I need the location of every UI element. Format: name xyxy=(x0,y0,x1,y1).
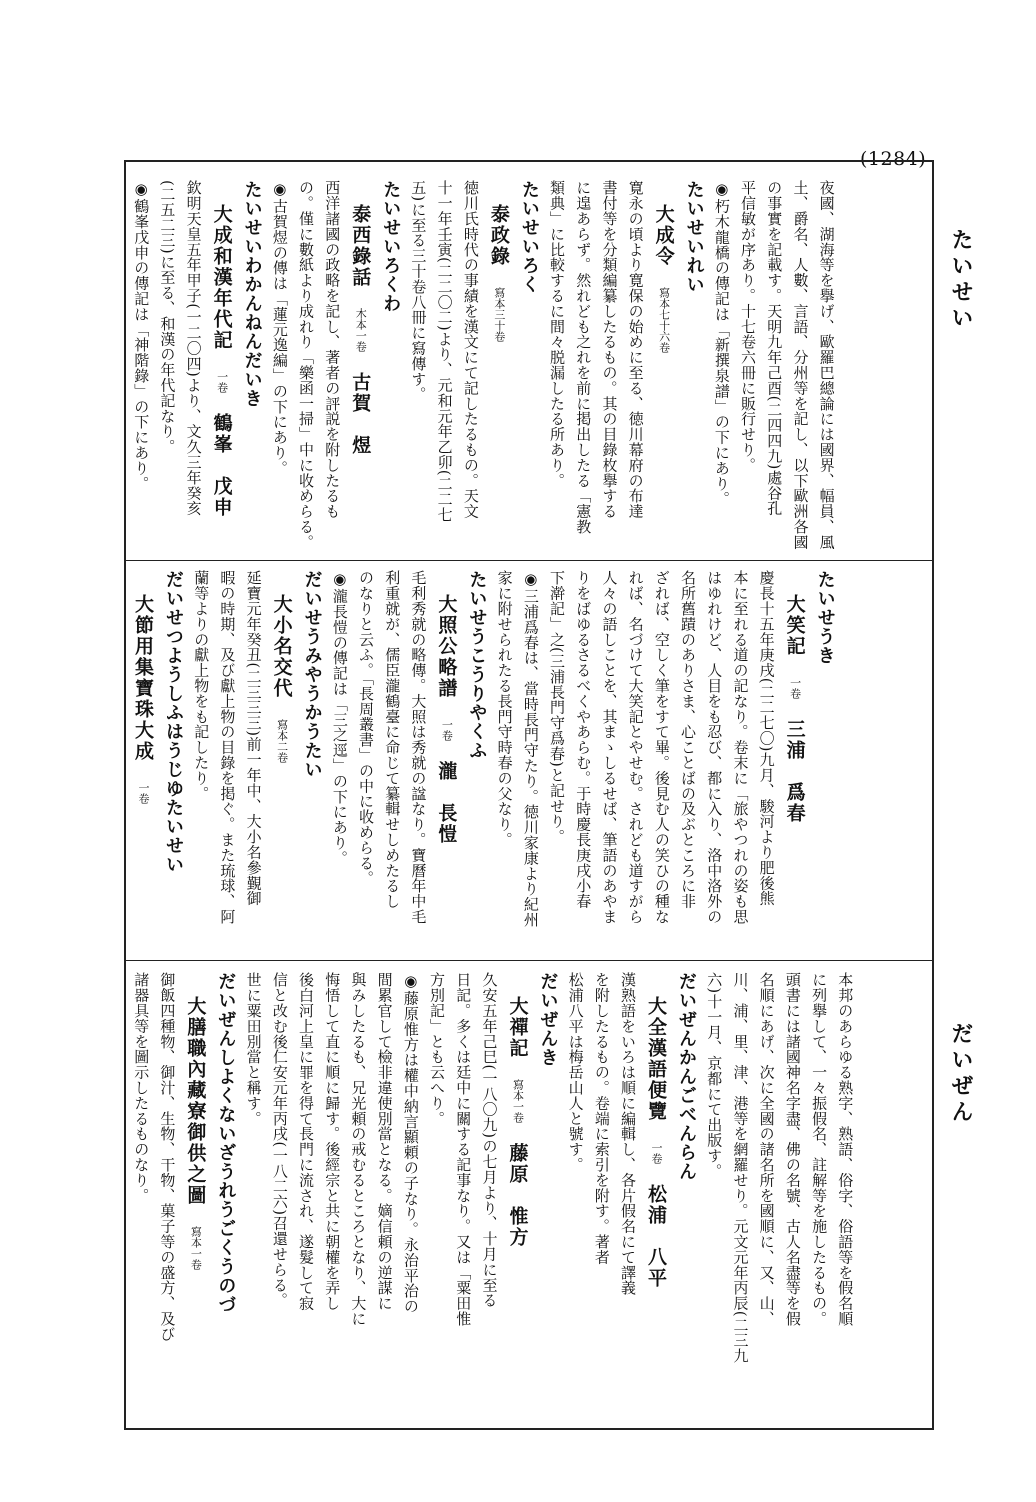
manuscript-label: 寫本 xyxy=(189,1226,203,1248)
text-line: 土、爵名、人數、言語、分州等を記し、以下歐洲各國 xyxy=(791,180,810,550)
entry-title-text: 大禪記 xyxy=(506,996,529,1059)
text-line: 人々の語しことを、其まゝしるせば、筆語のあやま xyxy=(600,570,619,925)
text-line: ◉藤原惟方は權中納言顯頼の子なり。永治平治の xyxy=(401,972,420,1314)
entry-author: 瀧 長愷 xyxy=(435,761,458,845)
text-line: 利重就が、儒臣瀧鶴臺に命じて纂輯せしめたるし xyxy=(383,570,402,909)
text-line: 寛永の頃より寛保の始めに至る、徳川幕府の布達 xyxy=(626,180,645,519)
entry-author: 三浦 爲春 xyxy=(783,719,806,824)
volume-count: 一卷 xyxy=(511,1101,525,1123)
entry-keyword: たいせうき xyxy=(814,570,836,665)
entry-author: 藤原 惟方 xyxy=(506,1143,529,1248)
running-header-bottom: だいぜん xyxy=(948,1022,973,1126)
text-line: 平信敏が序あり。十七卷六冊に販行せり。 xyxy=(739,180,758,473)
text-line: の。僅に數紙より成れり「樂函一掃」中に收めらる。 xyxy=(297,180,316,550)
entry-title xyxy=(641,972,671,1367)
manuscript-label: 木本 xyxy=(354,308,368,330)
text-line: の事實を記載す。天明九年己酉(二四四九)處谷孔 xyxy=(765,180,784,516)
text-line: ◉鶴峯戊申の傳記は「神階錄」の下にあり。 xyxy=(132,180,151,491)
entry-title-text: 泰政錄 xyxy=(487,204,510,267)
text-line: 六)十一月、京都にて出版す。 xyxy=(705,972,724,1179)
text-line: ◉古賀煜の傳は「蓮元逸編」の下にあり。 xyxy=(270,180,289,476)
text-line: 松浦八平は梅岳山人と號す。 xyxy=(566,972,585,1173)
text-line: 西洋諸國の政略を記し、著者の評説を附したるも xyxy=(323,180,342,519)
volume-count: 三十卷 xyxy=(492,309,506,342)
entry-keyword: たいせいろく xyxy=(518,180,540,294)
text-line: りをばゆるさるべくやあらむ。于時慶長庚戌小春 xyxy=(574,570,593,909)
text-line: 欽明天皇五年甲子(一二〇四)より、文久三年癸亥 xyxy=(184,180,203,516)
text-line: 延寶元年癸丑(二三三三)前一年中、大小名參覲御 xyxy=(244,570,263,906)
entry-title-text: 大照公略譜 xyxy=(435,594,458,699)
text-line: れば、名づけて大笑記とやせむ。されども道すがら xyxy=(626,570,645,925)
entry-keyword: たいせうこうりやくふ xyxy=(466,570,488,760)
text-line: ◉朽木龍橋の傳記は「新撰泉譜」の下にあり。 xyxy=(712,180,731,507)
text-line: ざれば、空しく筆をすて畢。後見む人の笑ひの種な xyxy=(652,570,671,925)
volume-count: 七十六卷 xyxy=(657,309,671,353)
entry-keyword: たいせいわかんねんだいき xyxy=(241,180,263,408)
text-line: 川、浦、里、津、港等を網羅せり。元文元年丙辰(二三九 xyxy=(731,972,750,1364)
text-line: 信と改む後仁安元年丙戌(一八二六)召還せらる。 xyxy=(270,972,289,1308)
text-line: 久安五年己巳(一八〇九)の七月より、十月に至る xyxy=(480,972,499,1308)
manuscript-label: 寫本 xyxy=(492,287,506,309)
entry-keyword: だいせうみやうかうたい xyxy=(301,570,323,779)
entry-keyword: だいぜんかんごべんらん xyxy=(676,972,698,1181)
entry-title xyxy=(502,972,532,1367)
text-line: 名順にあげ、次に全國の諸名所を國順に、又、山、 xyxy=(757,972,776,1327)
volume-count: 一卷 xyxy=(215,371,229,393)
entry-title xyxy=(180,972,210,1367)
entry-title-text: 大成令 xyxy=(652,204,675,267)
text-line: を附したるもの。卷端に索引を附す。著者 xyxy=(592,972,611,1265)
text-line: 十一年壬寅(二二〇二)より、元和元年乙卯(二二七 xyxy=(435,180,454,523)
text-line: 下澣記」之(三浦長門守爲春)と記せり。 xyxy=(548,570,567,845)
entry-title xyxy=(649,180,679,575)
text-line: 與みしたるも、兄光頼の戒むるところとなり、大に xyxy=(349,972,368,1327)
entry-author: 松浦 八平 xyxy=(645,1184,668,1289)
band-bottom xyxy=(128,972,930,1367)
running-header-top: たいせい xyxy=(948,228,973,332)
text-line: 世に粟田別當と稱す。 xyxy=(244,972,263,1126)
entry-title-text: 大成和漢年代記 xyxy=(210,204,233,351)
band-middle xyxy=(128,570,930,965)
entry-title xyxy=(431,570,461,965)
text-line: 漢熟語をいろは順に編輯し、各片假名にて譯義 xyxy=(619,972,638,1296)
volume-count: 一卷 xyxy=(354,330,368,352)
entry-title-text: 大節用集寶珠大成 xyxy=(132,594,154,762)
text-line: 悔悟して直に順に歸す。後經宗と共に朝權を弄し xyxy=(323,972,342,1311)
text-line: 御飯四種物、御汁、生物、干物、菓子等の盛方、及び xyxy=(158,972,177,1342)
text-line: 諸器具等を圖示したるものなり。 xyxy=(132,972,151,1203)
entry-author: 鶴峯 戊申 xyxy=(210,413,233,518)
manuscript-label: 寫本 xyxy=(275,719,289,741)
volume-count: 一卷 xyxy=(137,782,150,804)
text-line: 日記。多くは廷中に關する記事なり。又は「粟田惟 xyxy=(454,972,473,1327)
text-line: のなりと云ふ。「長周叢書」の中に收めらる。 xyxy=(357,570,376,886)
volume-count: 一卷 xyxy=(440,719,454,741)
manuscript-label: 寫本 xyxy=(511,1079,525,1101)
text-line: ◉三浦爲春は、當時長門守たり。徳川家康より紀州 xyxy=(521,570,540,928)
manuscript-label: 寫本 xyxy=(657,287,671,309)
text-line: 頭書には諸國神名字盡、佛の名號、古人名盡等を假 xyxy=(783,972,802,1327)
text-line: はゆれけど、人目をも忍び、都に入り、洛中洛外の xyxy=(705,570,724,925)
text-line: に遑あらず。然れども之れを前に掲出したる「憲教 xyxy=(574,180,593,535)
volume-count: 一卷 xyxy=(189,1248,203,1270)
entry-keyword: たいせいれい xyxy=(683,180,705,294)
entry-title xyxy=(345,180,375,575)
text-line: 後白河上皇に罪を得て長門に流され、遂髮して寂 xyxy=(297,972,316,1311)
text-line: 毛利秀就の略傳。大照は秀就の諡なり。寶曆年中毛 xyxy=(409,570,428,925)
text-line: 暇の時期、及び獻上物の目錄を掲ぐ。また琉球、阿 xyxy=(218,570,237,925)
text-line: 蘭等よりの獻上物をも記したり。 xyxy=(192,570,211,801)
text-line: 書付等を分類編纂したるもの。其の目錄枚擧する xyxy=(600,180,619,519)
text-line: 徳川氏時代の事績を漢文にて記したるもの。天文 xyxy=(461,180,480,519)
text-line: 方別記」とも云へり。 xyxy=(428,972,447,1126)
entry-keyword: だいぜんしよくないざうれうごくうのづ xyxy=(215,972,237,1314)
text-line: (二五二三)に至る、和漢の年代記なり。 xyxy=(158,180,177,455)
entry-title xyxy=(484,180,514,575)
volume-count: 一卷 xyxy=(788,677,802,699)
page-number: (1284) xyxy=(860,148,927,170)
text-line: 本邦のあらゆる熟字、熟語、俗字、俗語等を假名順 xyxy=(836,972,855,1327)
text-line: ◉瀧長愷の傳記は「三之逕」の下にあり。 xyxy=(330,570,349,866)
text-line: 五)に至る三十卷八冊に寫傳す。 xyxy=(409,180,428,402)
entry-title-text: 大笑記 xyxy=(783,594,806,657)
text-line: 慶長十五年庚戌(二二七〇)九月、駿河より肥後熊 xyxy=(757,570,776,906)
text-line: 本に至れる道の記なり。卷末に「旅やつれの姿も思 xyxy=(731,570,750,925)
entry-keyword: だいせつようしふはうじゆたいせい xyxy=(163,570,184,874)
volume-count: 二卷 xyxy=(275,741,289,763)
entry-author: 古賀 煜 xyxy=(349,372,372,456)
text-line: 間累官して檢非違使別當となる。嫡信頼の逆謀に xyxy=(375,972,394,1311)
entry-title-text: 大膳職內藏寮御供之圖 xyxy=(184,996,207,1206)
text-line: 類典」に比較するに間々脱漏したる所あり。 xyxy=(548,180,567,488)
text-line: 夜國、湖海等を擧げ、歐羅巴總論には國界、幅員、風 xyxy=(817,180,836,550)
entry-title xyxy=(780,570,810,965)
entry-title-text: 大全漢語便覽 xyxy=(645,996,668,1122)
entry-keyword: たいせいろくわ xyxy=(380,180,402,313)
entry-keyword: だいぜんき xyxy=(537,972,559,1067)
entry-title-text: 大小名交代 xyxy=(270,594,293,699)
text-line: 名所舊蹟のありさま、心ことばの及ぶところに非 xyxy=(679,570,698,909)
entry-title-text: 泰西錄話 xyxy=(349,204,372,288)
text-line: に列擧して、一々振假名、註解等を施したるもの。 xyxy=(810,972,829,1327)
entry-title xyxy=(267,570,297,965)
band-top xyxy=(128,180,930,575)
entry-title xyxy=(207,180,237,575)
entry-title xyxy=(128,570,158,965)
volume-count: 一卷 xyxy=(650,1142,664,1164)
text-line: 家に附せられたる長門守時春の父なり。 xyxy=(495,570,514,848)
